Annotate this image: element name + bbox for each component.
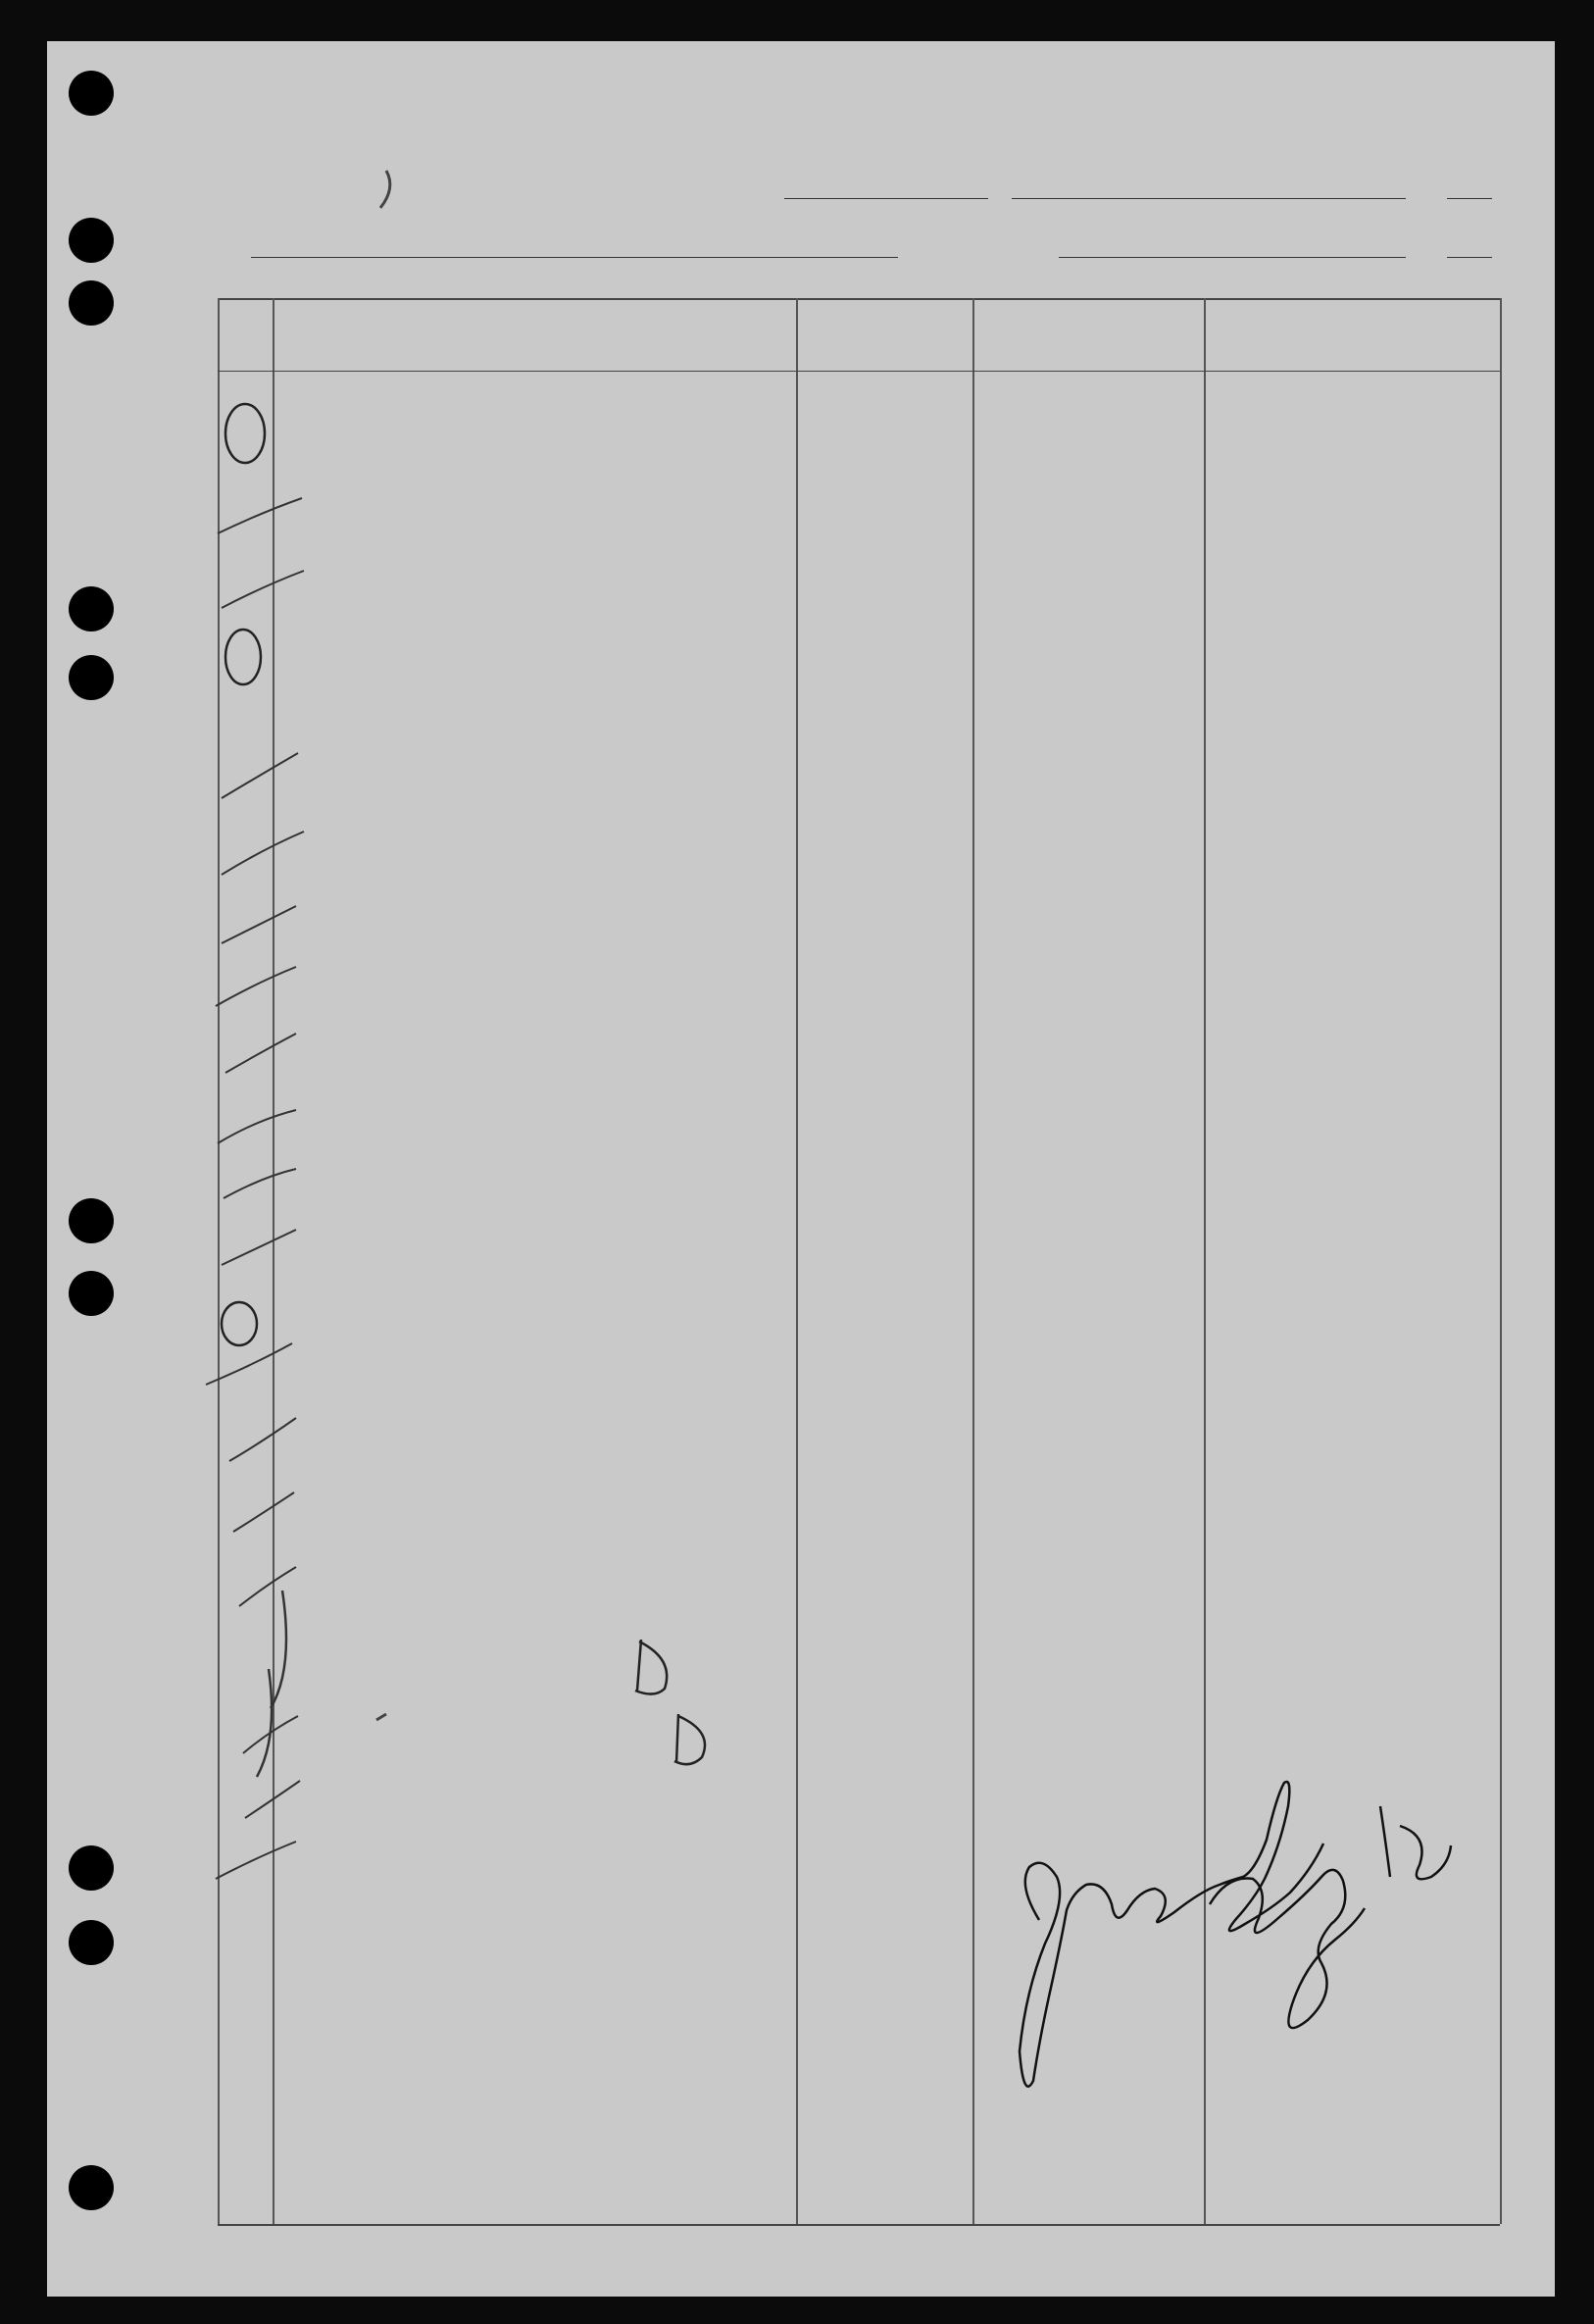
bracket-mark: [257, 1591, 286, 1777]
check-mark: [222, 1230, 296, 1265]
check-mark: [225, 1034, 296, 1073]
check-mark: [224, 1169, 296, 1198]
circled-line-4: [225, 630, 261, 684]
check-mark: [222, 906, 296, 943]
check-mark: [218, 1110, 296, 1143]
signature-scrawl: [1020, 1782, 1323, 2087]
check-mark: [222, 832, 304, 875]
handwriting-overlay: [47, 41, 1555, 2297]
strike-mark: [376, 1714, 386, 1720]
check-mark: [216, 967, 296, 1006]
check-mark: [222, 571, 304, 608]
circled-line-13: [222, 1302, 257, 1345]
check-mark: [206, 1343, 292, 1385]
strike-mark: [380, 171, 390, 208]
signature-date-scrawl: [1380, 1806, 1451, 1879]
circled-line-1: [225, 404, 265, 463]
d-mark: [635, 1640, 667, 1694]
check-mark: [218, 498, 302, 533]
check-mark: [245, 1781, 300, 1818]
check-mark: [239, 1567, 296, 1606]
check-mark: [216, 1842, 296, 1879]
manifest-page: [47, 41, 1555, 2297]
check-mark: [229, 1418, 296, 1461]
check-mark: [233, 1492, 294, 1532]
check-mark: [222, 753, 298, 798]
d-mark: [674, 1714, 705, 1764]
